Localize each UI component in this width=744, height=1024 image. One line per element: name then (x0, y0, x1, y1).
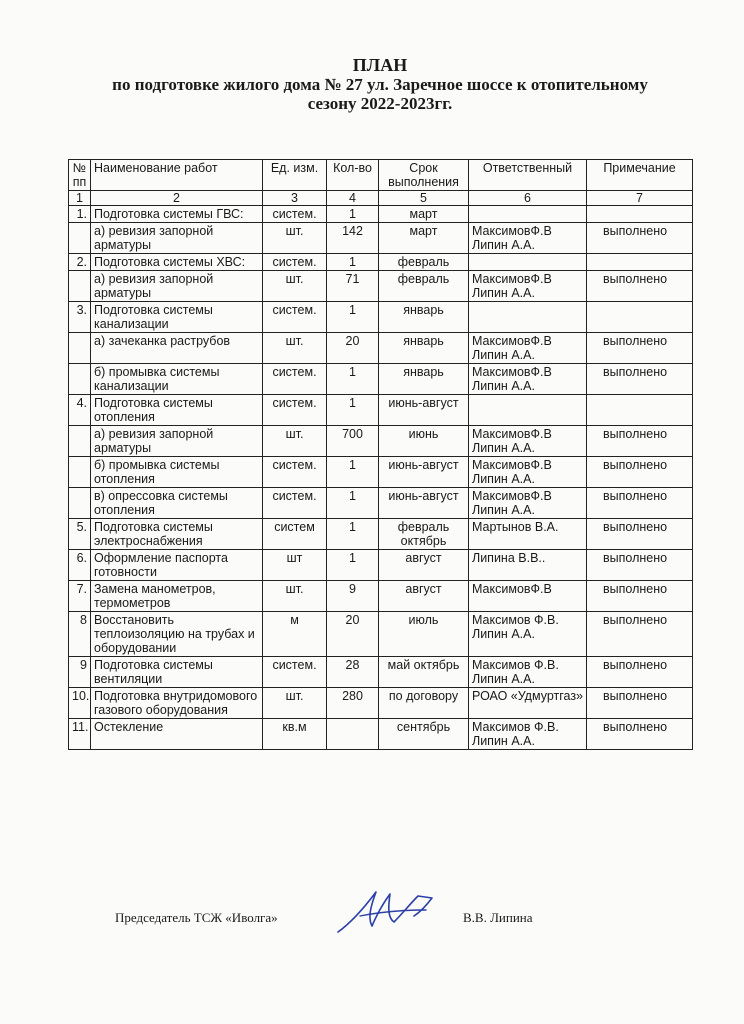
column-index-row (69, 191, 693, 206)
table-cell: систем. (263, 657, 327, 688)
table-cell: МаксимовФ.В Липин А.А. (469, 426, 587, 457)
table-cell (587, 254, 693, 271)
table-cell: 28 (327, 657, 379, 688)
table-cell: кв.м (263, 719, 327, 750)
table-cell: Восстановить теплоизоляцию на трубах и оборудовании (91, 612, 263, 657)
table-cell (69, 364, 91, 395)
table-row (69, 657, 693, 688)
table-row (69, 223, 693, 254)
table-cell: 5. (69, 519, 91, 550)
table-cell: а) ревизия запорной арматуры (91, 271, 263, 302)
table-cell: 1 (327, 302, 379, 333)
table-cell: м (263, 612, 327, 657)
table-cell: 1 (327, 364, 379, 395)
table-cell: Подготовка системы отопления (91, 395, 263, 426)
table-cell: выполнено (587, 612, 693, 657)
table-cell: выполнено (587, 581, 693, 612)
table-row (69, 254, 693, 271)
table-cell: выполнено (587, 333, 693, 364)
table-cell (587, 206, 693, 223)
table-cell: 1 (327, 519, 379, 550)
table-cell: январь (379, 333, 469, 364)
table-cell: Подготовка системы ХВС: (91, 254, 263, 271)
table-cell: 10. (69, 688, 91, 719)
table-cell: б) промывка системы канализации (91, 364, 263, 395)
table-cell: МаксимовФ.В Липин А.А. (469, 333, 587, 364)
table-row (69, 519, 693, 550)
table-body (69, 206, 693, 750)
table-cell: Подготовка внутридомового газового оборудования (91, 688, 263, 719)
table-cell: шт. (263, 271, 327, 302)
handwritten-signature (330, 882, 460, 938)
table-cell: а) ревизия запорной арматуры (91, 426, 263, 457)
table-cell (469, 206, 587, 223)
title-line-2: по подготовке жилого дома № 27 ул. Заречное шоссе к отопительному (112, 75, 648, 94)
table-cell: 3. (69, 302, 91, 333)
table-cell (587, 395, 693, 426)
table-cell (69, 223, 91, 254)
index-cell: 1 (69, 191, 91, 206)
table-cell: Максимов Ф.В. Липин А.А. (469, 719, 587, 750)
table-cell: в) опрессовка системы отопления (91, 488, 263, 519)
index-cell: 6 (469, 191, 587, 206)
table-row (69, 271, 693, 302)
header-cell: Примечание (587, 160, 693, 191)
table-cell: июнь-август (379, 457, 469, 488)
table-cell: выполнено (587, 457, 693, 488)
header-cell: Ед. изм. (263, 160, 327, 191)
table-row (69, 457, 693, 488)
table-cell (69, 488, 91, 519)
table-cell: выполнено (587, 550, 693, 581)
table-cell: июнь (379, 426, 469, 457)
table-cell: февраль октябрь (379, 519, 469, 550)
table-cell: Максимов Ф.В. Липин А.А. (469, 612, 587, 657)
table-row (69, 581, 693, 612)
table-cell: шт. (263, 426, 327, 457)
table-cell: 20 (327, 612, 379, 657)
table-cell: Максимов Ф.В. Липин А.А. (469, 657, 587, 688)
table-cell: 280 (327, 688, 379, 719)
table-cell: 142 (327, 223, 379, 254)
table-cell: 1 (327, 395, 379, 426)
table-cell: февраль (379, 254, 469, 271)
table-cell: Липина В.В.. (469, 550, 587, 581)
table-row (69, 364, 693, 395)
table-cell: сентябрь (379, 719, 469, 750)
table-cell: 8 (69, 612, 91, 657)
table-cell: 11. (69, 719, 91, 750)
table-cell: выполнено (587, 426, 693, 457)
index-cell: 3 (263, 191, 327, 206)
table-cell: 1 (327, 488, 379, 519)
table-cell: Подготовка системы канализации (91, 302, 263, 333)
table-cell: январь (379, 302, 469, 333)
table-cell: Оформление паспорта готовности (91, 550, 263, 581)
header-cell: Наименование работ (91, 160, 263, 191)
table-cell: выполнено (587, 519, 693, 550)
table-cell: б) промывка системы отопления (91, 457, 263, 488)
table-cell: Подготовка системы электроснабжения (91, 519, 263, 550)
table-row (69, 688, 693, 719)
table-cell: 1 (327, 457, 379, 488)
table-cell: шт. (263, 581, 327, 612)
table-cell: Мартынов В.А. (469, 519, 587, 550)
table-cell: 7. (69, 581, 91, 612)
table-cell (469, 302, 587, 333)
table-cell (69, 333, 91, 364)
table-cell: МаксимовФ.В Липин А.А. (469, 223, 587, 254)
table-cell: выполнено (587, 688, 693, 719)
table-cell: РОАО «Удмуртгаз» (469, 688, 587, 719)
table-cell: систем. (263, 364, 327, 395)
table-cell: систем. (263, 254, 327, 271)
table-row (69, 612, 693, 657)
table-cell: февраль (379, 271, 469, 302)
table-row (69, 333, 693, 364)
table-cell: 4. (69, 395, 91, 426)
table-header-row (69, 160, 693, 191)
table-cell: 700 (327, 426, 379, 457)
table-cell: Замена манометров, термометров (91, 581, 263, 612)
table-cell (587, 302, 693, 333)
table-row (69, 488, 693, 519)
table-cell: выполнено (587, 223, 693, 254)
table-cell: 1 (327, 550, 379, 581)
index-cell: 2 (91, 191, 263, 206)
table-cell (69, 271, 91, 302)
table-cell: систем. (263, 302, 327, 333)
table-cell: систем. (263, 457, 327, 488)
header-cell: № пп (69, 160, 91, 191)
table-cell: август (379, 550, 469, 581)
signatory-role: Председатель ТСЖ «Иволга» (115, 910, 278, 925)
table-cell: выполнено (587, 271, 693, 302)
table-cell: систем. (263, 206, 327, 223)
table-cell: выполнено (587, 364, 693, 395)
table-cell: Подготовка системы ГВС: (91, 206, 263, 223)
table-cell: май октябрь (379, 657, 469, 688)
table-cell: систем. (263, 395, 327, 426)
table-row (69, 719, 693, 750)
table-cell (469, 395, 587, 426)
table-cell: 1 (327, 254, 379, 271)
table-cell: МаксимовФ.В (469, 581, 587, 612)
table-cell: выполнено (587, 488, 693, 519)
table-cell: август (379, 581, 469, 612)
table-cell: 2. (69, 254, 91, 271)
table-cell (69, 426, 91, 457)
table-row (69, 426, 693, 457)
table-cell: выполнено (587, 657, 693, 688)
table-cell: Остекление (91, 719, 263, 750)
table-cell: март (379, 223, 469, 254)
signatory-name: В.В. Липина (463, 910, 533, 925)
index-cell: 4 (327, 191, 379, 206)
table-cell (69, 457, 91, 488)
table-cell: 20 (327, 333, 379, 364)
table-cell (327, 719, 379, 750)
table-row (69, 302, 693, 333)
table-cell: систем (263, 519, 327, 550)
document-title (60, 56, 700, 113)
title-line-1: ПЛАН (352, 55, 408, 75)
table-cell: систем. (263, 488, 327, 519)
work-plan-table (68, 159, 693, 750)
table-cell: январь (379, 364, 469, 395)
title-line-3: сезону 2022-2023гг. (307, 94, 453, 113)
table-row (69, 206, 693, 223)
table-cell: 1. (69, 206, 91, 223)
header-cell: Срок выполнения (379, 160, 469, 191)
table-cell: МаксимовФ.В Липин А.А. (469, 364, 587, 395)
table-cell: МаксимовФ.В Липин А.А. (469, 488, 587, 519)
table-cell: июнь-август (379, 395, 469, 426)
table-cell: шт. (263, 223, 327, 254)
table-cell: а) зачеканка раструбов (91, 333, 263, 364)
table-cell: 9 (69, 657, 91, 688)
table-cell: 71 (327, 271, 379, 302)
table-cell: 1 (327, 206, 379, 223)
table-cell: шт. (263, 333, 327, 364)
index-cell: 7 (587, 191, 693, 206)
index-cell: 5 (379, 191, 469, 206)
table-cell: выполнено (587, 719, 693, 750)
table-cell: МаксимовФ.В Липин А.А. (469, 457, 587, 488)
table-cell: июнь-август (379, 488, 469, 519)
header-cell: Ответственный (469, 160, 587, 191)
header-cell: Кол-во (327, 160, 379, 191)
table-cell: шт (263, 550, 327, 581)
table-cell: по договору (379, 688, 469, 719)
signature-block (115, 910, 575, 950)
table-cell: а) ревизия запорной арматуры (91, 223, 263, 254)
table-row (69, 395, 693, 426)
table-cell: 6. (69, 550, 91, 581)
table-cell: шт. (263, 688, 327, 719)
table-cell: Подготовка системы вентиляции (91, 657, 263, 688)
table-cell (469, 254, 587, 271)
table-row (69, 550, 693, 581)
table-cell: 9 (327, 581, 379, 612)
table-cell: июль (379, 612, 469, 657)
table-cell: МаксимовФ.В Липин А.А. (469, 271, 587, 302)
table-cell: март (379, 206, 469, 223)
